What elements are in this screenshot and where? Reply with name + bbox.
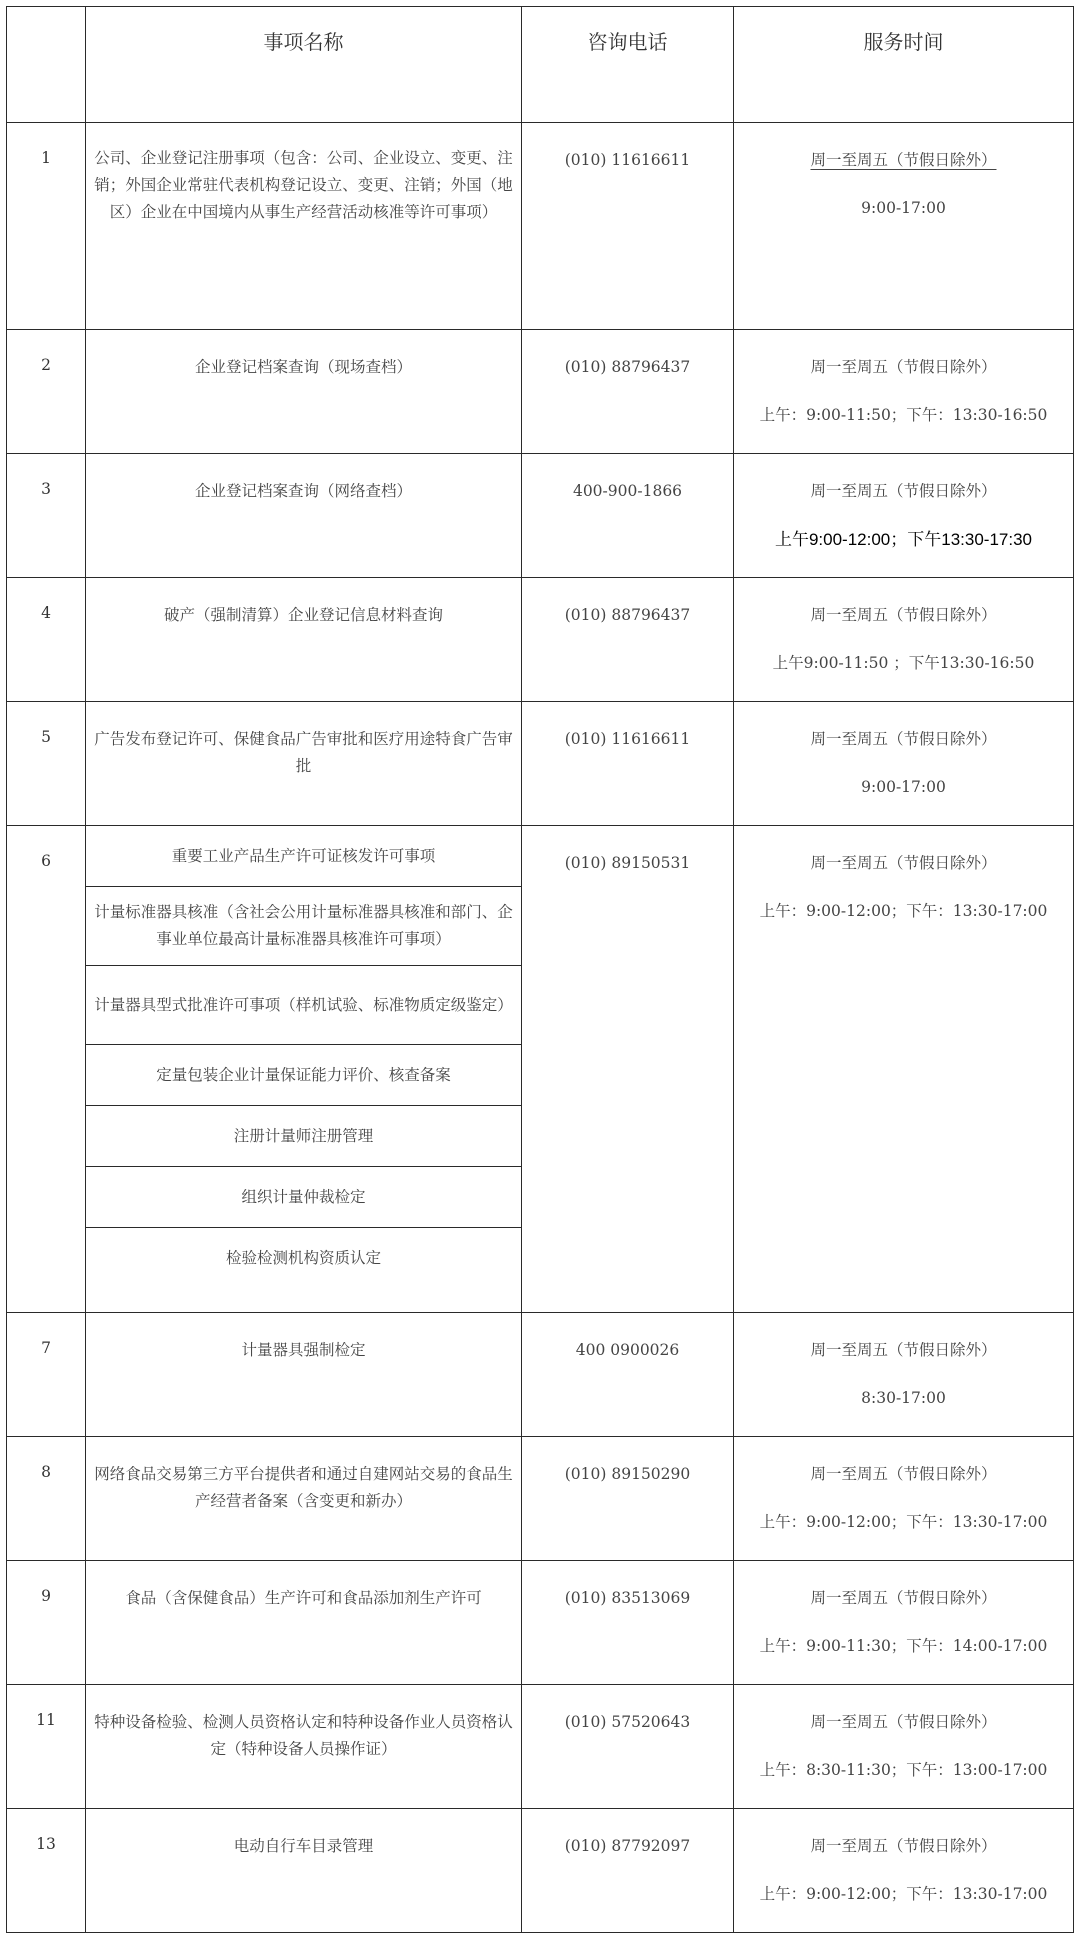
- row-item-name: 计量器具强制检定: [86, 1313, 522, 1437]
- service-hours: 上午：9:00-11:50；下午：13:30-16:50: [759, 406, 1048, 424]
- service-days: 周一至周五（节假日除外）: [810, 1713, 997, 1731]
- row-item-name: 企业登记档案查询（现场查档）: [86, 330, 522, 454]
- row-phone: (010) 88796437: [522, 330, 734, 454]
- sub-item: 检验检测机构资质认定: [225, 1248, 381, 1267]
- table-row: [7, 826, 1074, 1313]
- row-index: 1: [7, 123, 86, 330]
- row-service-time: [734, 330, 1074, 454]
- service-days: 周一至周五（节假日除外）: [810, 1589, 997, 1607]
- row-service-time: [734, 1437, 1074, 1561]
- row-index: 11: [7, 1685, 86, 1809]
- row-phone: (010) 11616611: [522, 702, 734, 826]
- table-row: [7, 1685, 1074, 1809]
- service-days: 周一至周五（节假日除外）: [810, 1465, 997, 1483]
- row-item-name: 企业登记档案查询（网络查档）: [86, 454, 522, 578]
- row-service-time: [734, 123, 1074, 330]
- table-row: [7, 1437, 1074, 1561]
- table-row: [7, 702, 1074, 826]
- service-hours: 上午：9:00-12:00；下午：13:30-17:00: [759, 902, 1048, 920]
- header-name: 事项名称: [86, 7, 522, 123]
- header-phone: 咨询电话: [522, 7, 734, 123]
- row-service-time: [734, 826, 1074, 1313]
- row-phone: (010) 11616611: [522, 123, 734, 330]
- row-index: 2: [7, 330, 86, 454]
- header-time: 服务时间: [734, 7, 1074, 123]
- sub-item: 注册计量师注册管理: [86, 1106, 521, 1167]
- row-item-name-group: [86, 826, 522, 1313]
- row-item-name: 公司、企业登记注册事项（包含：公司、企业设立、变更、注销；外国企业常驻代表机构登记设立、变更、注销；外国（地区）企业在中国境内从事生产经营活动核准等许可事项）: [86, 123, 522, 330]
- service-days: 周一至周五（节假日除外）: [810, 151, 997, 169]
- service-days: 周一至周五（节假日除外）: [810, 1341, 997, 1359]
- row-service-time: [734, 578, 1074, 702]
- sub-item: 重要工业产品生产许可证核发许可事项: [86, 826, 521, 887]
- row-phone: (010) 88796437: [522, 578, 734, 702]
- row-index: 8: [7, 1437, 86, 1561]
- table-row: [7, 578, 1074, 702]
- row-index: 7: [7, 1313, 86, 1437]
- service-days: 周一至周五（节假日除外）: [810, 854, 997, 872]
- header-index: [7, 7, 86, 123]
- table-row: [7, 330, 1074, 454]
- row-index: 3: [7, 454, 86, 578]
- service-days: 周一至周五（节假日除外）: [810, 1837, 997, 1855]
- service-hours: 8:30-17:00: [861, 1389, 946, 1407]
- table-row: [7, 1313, 1074, 1437]
- row-phone: (010) 57520643: [522, 1685, 734, 1809]
- service-hours: 上午：9:00-12:00；下午：13:30-17:00: [759, 1513, 1048, 1531]
- sub-item: 组织计量仲裁检定: [86, 1167, 521, 1228]
- row-item-name: 电动自行车目录管理: [86, 1809, 522, 1933]
- service-days: 周一至周五（节假日除外）: [810, 606, 997, 624]
- row-index: 9: [7, 1561, 86, 1685]
- row-phone: (010) 87792097: [522, 1809, 734, 1933]
- service-hours: 9:00-17:00: [861, 199, 946, 217]
- row-index: 4: [7, 578, 86, 702]
- service-days: 周一至周五（节假日除外）: [810, 730, 997, 748]
- row-index: 5: [7, 702, 86, 826]
- table-row: [7, 123, 1074, 330]
- service-contact-table: [6, 6, 1074, 1933]
- row-phone: (010) 83513069: [522, 1561, 734, 1685]
- row-item-name: 网络食品交易第三方平台提供者和通过自建网站交易的食品生产经营者备案（含变更和新办）: [86, 1437, 522, 1561]
- sub-item-list: [86, 826, 521, 1288]
- row-phone: 400-900-1866: [522, 454, 734, 578]
- row-service-time: [734, 702, 1074, 826]
- row-service-time: [734, 1561, 1074, 1685]
- row-phone: (010) 89150531: [522, 826, 734, 1313]
- service-hours: 9:00-17:00: [861, 778, 946, 796]
- row-item-name: 食品（含保健食品）生产许可和食品添加剂生产许可: [86, 1561, 522, 1685]
- row-index: 6: [7, 826, 86, 1313]
- row-phone: (010) 89150290: [522, 1437, 734, 1561]
- table-row: [7, 1809, 1074, 1933]
- service-hours: 上午：9:00-11:30；下午：14:00-17:00: [759, 1637, 1048, 1655]
- service-hours: 上午9:00-12:00；下午13:30-17:30: [774, 530, 1033, 549]
- table-row: [7, 454, 1074, 578]
- service-hours: 上午：8:30-11:30；下午：13:00-17:00: [759, 1761, 1048, 1779]
- row-service-time: [734, 454, 1074, 578]
- sub-item: 计量器具型式批准许可事项（样机试验、标准物质定级鉴定）: [86, 966, 521, 1045]
- row-service-time: [734, 1685, 1074, 1809]
- service-days: 周一至周五（节假日除外）: [810, 482, 997, 500]
- row-phone: 400 0900026: [522, 1313, 734, 1437]
- service-hours: 上午9:00-11:50 ；下午13:30-16:50: [772, 654, 1035, 672]
- row-item-name: 破产（强制清算）企业登记信息材料查询: [86, 578, 522, 702]
- sub-item: 计量标准器具核准（含社会公用计量标准器具核准和部门、企事业单位最高计量标准器具核准许可事项）: [86, 887, 521, 966]
- sub-item: 定量包装企业计量保证能力评价、核查备案: [86, 1045, 521, 1106]
- service-days: 周一至周五（节假日除外）: [810, 358, 997, 376]
- table-header-row: [7, 7, 1074, 123]
- row-service-time: [734, 1809, 1074, 1933]
- row-item-name: 广告发布登记许可、保健食品广告审批和医疗用途特食广告审批: [86, 702, 522, 826]
- service-hours: 上午：9:00-12:00；下午：13:30-17:00: [759, 1885, 1048, 1903]
- table-row: [7, 1561, 1074, 1685]
- row-service-time: [734, 1313, 1074, 1437]
- row-item-name: 特种设备检验、检测人员资格认定和特种设备作业人员资格认定（特种设备人员操作证）: [86, 1685, 522, 1809]
- row-index: 13: [7, 1809, 86, 1933]
